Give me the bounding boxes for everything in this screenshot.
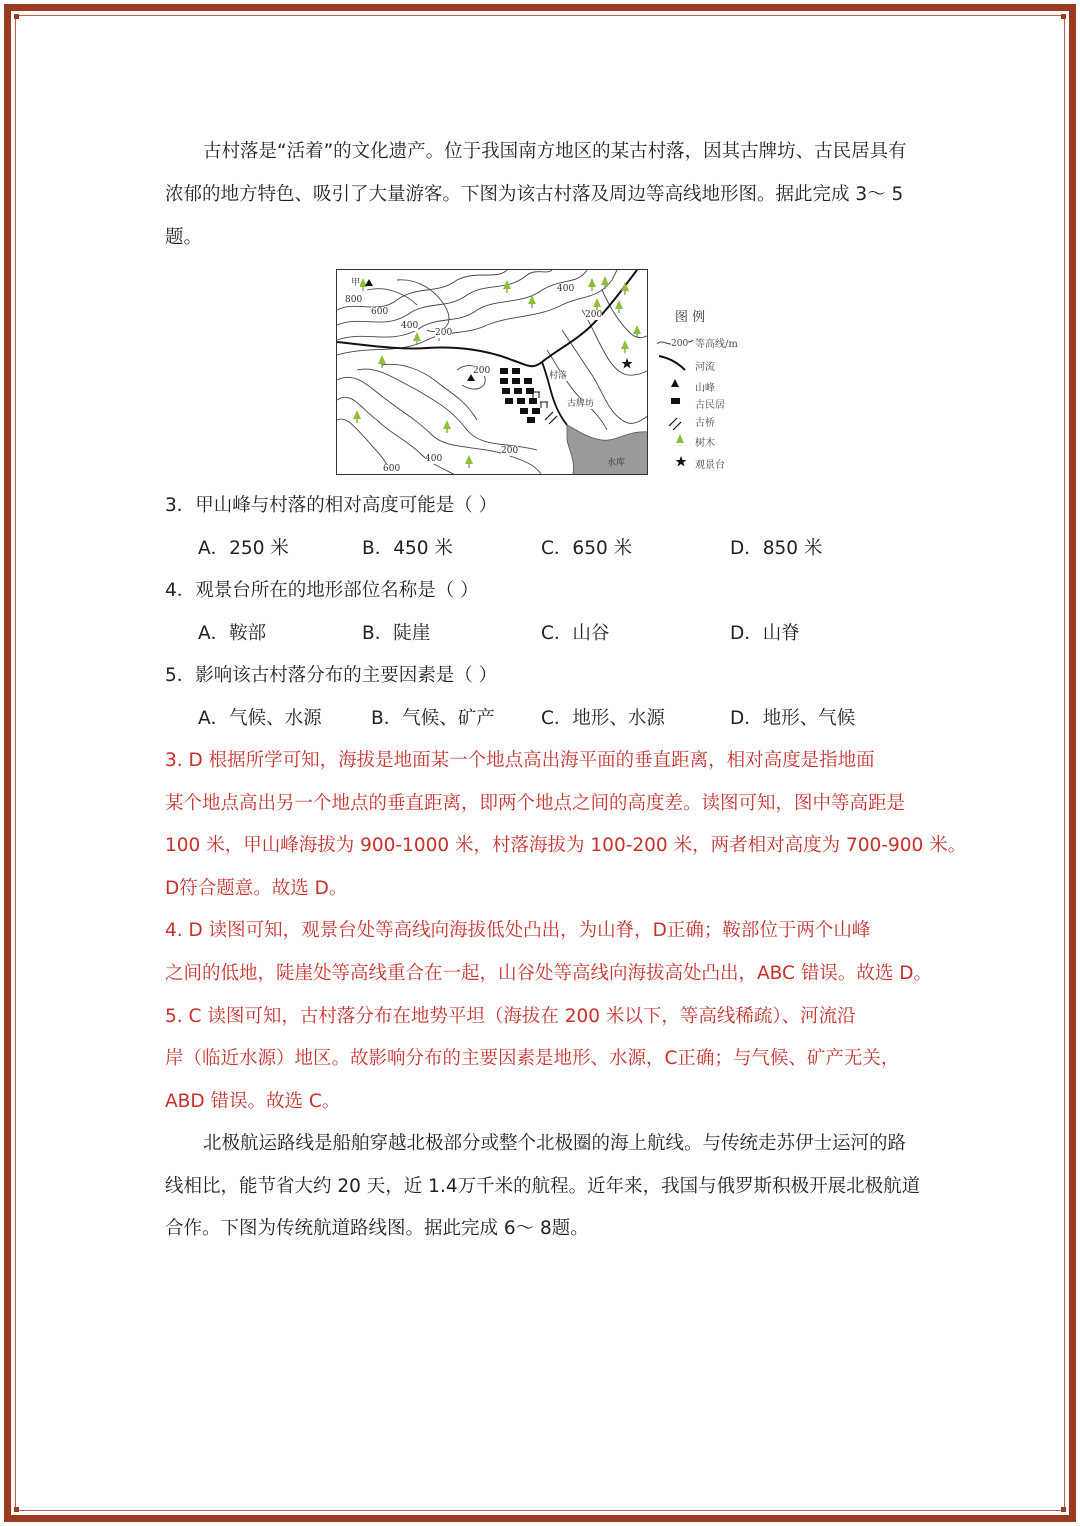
legend-contour-sample: 200 (671, 339, 689, 349)
map-contour-label: 200 (473, 366, 491, 376)
question-option: A．鞍部 (198, 623, 267, 644)
intro-paragraph-line: 北极航运路线是船舶穿越北极部分或整个北极圈的海上航线。与传统走苏伊士运河的路 (203, 1133, 907, 1154)
answer-line: 某个地点高出另一个地点的垂直距离，即两个地点之间的高度差。读图可知，图中等高距是 (165, 793, 906, 814)
question-option: A．气候、水源 (198, 708, 322, 729)
map-contour-label: 400 (557, 284, 575, 294)
intro-paragraph-line: 合作。下图为传统航道路线图。据此完成 6～ 8题。 (165, 1218, 589, 1239)
question-stem: 4．观景台所在的地形部位名称是（ ） (165, 580, 479, 601)
question-stem: 5．影响该古村落分布的主要因素是（ ） (165, 665, 498, 686)
map-village-label: 村落 (549, 371, 568, 381)
intro-paragraph-line: 题。 (165, 227, 203, 248)
peak-icon (365, 279, 373, 286)
contour-map (336, 269, 648, 475)
map-contour-label: 200 (501, 446, 519, 456)
question-option: C．地形、水源 (541, 708, 665, 729)
legend-item: 等高线/m (695, 339, 738, 350)
question-option: D．850 米 (730, 538, 823, 559)
answer-line: 之间的低地，陡崖处等高线重合在一起，山谷处等高线向海拔高处凸出，ABC 错误。故选 D。 (165, 963, 932, 984)
corner-ornament-icon (1054, 1500, 1074, 1520)
map-contour-label: 400 (425, 454, 443, 464)
map-legend (655, 306, 755, 476)
legend-peak-icon (671, 379, 679, 387)
answer-line: 5. C 读图可知，古村落分布在地势平坦（海拔在 200 米以下，等高线稀疏）、河流沿 (165, 1006, 856, 1027)
intro-paragraph-line: 古村落是“活着”的文化遗产。位于我国南方地区的某古村落，因其古牌坊、古民居具有 (203, 141, 907, 162)
question-option: A．250 米 (198, 538, 289, 559)
question-option: B．气候、矿产 (371, 708, 495, 729)
legend-item: 古桥 (695, 418, 715, 429)
legend-house-icon (671, 398, 680, 404)
map-contour-label: 200 (585, 310, 603, 320)
map-contour-label: 600 (371, 307, 389, 317)
intro-paragraph-line: 浓郁的地方特色、吸引了大量游客。下图为该古村落及周边等高线地形图。据此完成 3～ 5 (165, 184, 904, 205)
legend-symbols (655, 306, 695, 476)
map-peak-label: 甲 (351, 278, 361, 288)
legend-item: 观景台 (695, 460, 725, 471)
answer-line: 100 米，甲山峰海拔为 900-1000 米，村落海拔为 100-200 米，两者相对高度为 700-900 米。 (165, 835, 967, 856)
answer-line: D符合题意。故选 D。 (165, 878, 348, 899)
legend-item: 山峰 (695, 383, 715, 394)
question-option: D．地形、气候 (730, 708, 856, 729)
bridge-icon (545, 412, 557, 424)
map-contour-label: 600 (383, 464, 401, 474)
map-reservoir-label: 水库 (607, 458, 626, 468)
legend-item: 树木 (695, 438, 715, 449)
question-option: D．山脊 (730, 623, 800, 644)
corner-ornament-icon (6, 1500, 26, 1520)
question-option: B．陡崖 (362, 623, 431, 644)
viewing-platform-icon (622, 358, 633, 369)
legend-item: 古民居 (695, 400, 725, 411)
answer-line: 4. D 读图可知，观景台处等高线向海拔低处凸出，为山脊，D正确；鞍部位于两个山峰 (165, 920, 871, 941)
intro-paragraph-line: 线相比，能节省大约 20 天，近 1.4万千米的航程。近年来，我国与俄罗斯积极开展北极航道 (165, 1176, 921, 1197)
question-stem: 3．甲山峰与村落的相对高度可能是（ ） (165, 495, 498, 516)
legend-tree-icon (676, 434, 684, 443)
map-archway-label: 古牌坊 (567, 399, 595, 409)
map-contour-label: 200 (435, 328, 453, 338)
legend-title: 图 例 (675, 310, 706, 325)
legend-star-icon (676, 456, 687, 467)
question-option: C．山谷 (541, 623, 610, 644)
corner-ornament-icon (6, 6, 26, 26)
map-contour-label: 400 (401, 321, 419, 331)
answer-line: 3. D 根据所学可知，海拔是地面某一个地点高出海平面的垂直距离，相对高度是指地面 (165, 750, 875, 771)
legend-item: 河流 (695, 362, 715, 373)
question-option: B．450 米 (362, 538, 453, 559)
question-option: C．650 米 (541, 538, 633, 559)
map-contour-label: 800 (345, 295, 363, 305)
corner-ornament-icon (1054, 6, 1074, 26)
answer-line: ABD 错误。故选 C。 (165, 1091, 341, 1112)
answer-line: 岸（临近水源）地区。故影响分布的主要因素是地形、水源，C正确；与气候、矿产无关， (165, 1048, 900, 1069)
contour-lines (337, 270, 648, 475)
legend-bridge-icon (669, 418, 681, 430)
